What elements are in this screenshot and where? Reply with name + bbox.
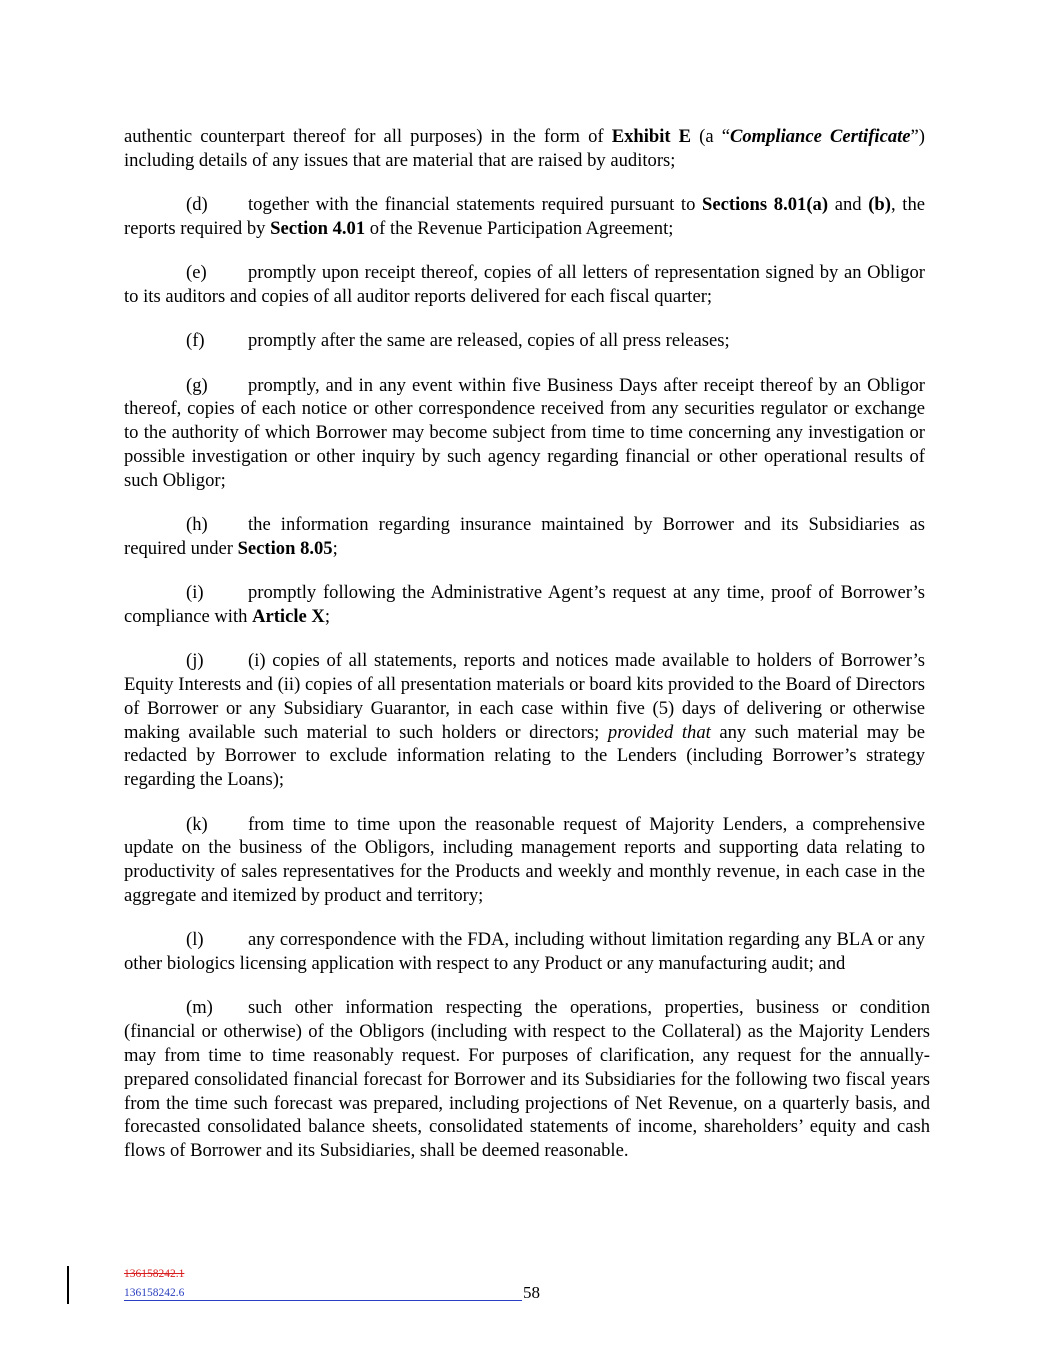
intro-text: ”) including details of any issues that are material that are raised by auditors; bbox=[124, 126, 925, 171]
clause-label: (g) bbox=[186, 374, 208, 396]
page-number: 58 bbox=[523, 1283, 540, 1302]
clause-text: promptly following the Administrative Agent’s request at any time, proof of Borrower’s compliance with bbox=[124, 582, 925, 627]
section-reference: Section 4.01 bbox=[270, 217, 366, 239]
section-reference: Sections 8.01(a) bbox=[702, 194, 829, 216]
clause-k bbox=[124, 813, 925, 908]
clause-label: (e) bbox=[186, 262, 207, 284]
intro-paragraph bbox=[124, 125, 925, 173]
clause-text: from time to time upon the reasonable request of Majority Lenders, a comprehensive update on the business of the Obligors, including management reports and supporting data relating to productivity of sales representatives for the Products and weekly and monthly revenue, in each case in the aggregate and itemized by product and territory; bbox=[124, 813, 925, 906]
clause-label: (f) bbox=[186, 330, 205, 352]
clause-e bbox=[124, 261, 925, 309]
clause-label: (d) bbox=[186, 194, 208, 216]
clause-text: (i) copies of all statements, reports and notices made available to holders of Borrower’s Equity Interests and (ii) copies of all presentation materials or board kits provided to the Board of Directors of Borrower or any Subsidiary Guarantor, in each case within five (5) days of delivering or otherwise making available such material to such holders or directors; bbox=[124, 650, 925, 743]
clause-text: promptly after the same are released, copies of all press releases; bbox=[248, 330, 730, 352]
deleted-document-id: 136158242.1 bbox=[124, 1268, 185, 1280]
clause-label: (h) bbox=[186, 514, 208, 536]
change-bar bbox=[67, 1266, 69, 1304]
article-reference: Article X bbox=[252, 605, 325, 627]
clause-d bbox=[124, 193, 925, 241]
clause-f bbox=[124, 329, 925, 353]
clause-text: the information regarding insurance maintained by Borrower and its Subsidiaries as required under bbox=[124, 514, 925, 559]
clause-h bbox=[124, 513, 925, 561]
document-body bbox=[124, 125, 930, 1183]
clause-g bbox=[124, 374, 925, 493]
clause-text: of the Revenue Participation Agreement; bbox=[365, 217, 674, 239]
clause-label: (l) bbox=[186, 929, 204, 951]
clause-text: ; bbox=[332, 537, 338, 559]
clause-j bbox=[124, 649, 925, 792]
clause-text: such other information respecting the operations, properties, business or condition (financial or otherwise) of the Obligors (including with respect to the Collateral) as the Majority Lenders may from time to time reasonably request. For purposes of clarification, any request for the annually-prepared consolidated financial forecast for Borrower and its Subsidiaries for the following two fiscal years from the time such forecast was prepared, including projections of Net Revenue, on a quarterly basis, and forecasted consolidated balance sheets, consolidated statements of income, shareholders’ equity and cash flows of Borrower and its Subsidiaries, shall be deemed reasonable. bbox=[124, 997, 930, 1162]
exhibit-reference: Exhibit E bbox=[611, 126, 692, 147]
clause-text: , the reports required by bbox=[124, 194, 926, 239]
clause-text: promptly upon receipt thereof, copies of all letters of representation signed by an Obligor to its auditors and copies of all auditor reports delivered for each fiscal quarter; bbox=[124, 262, 925, 307]
clause-label: (k) bbox=[186, 813, 208, 835]
clause-label: (m) bbox=[186, 997, 213, 1019]
clause-text: any such material may be redacted by Borrower to exclude information relating to the Lenders (including Borrower’s strategy regarding the Loans); bbox=[124, 721, 925, 791]
intro-text: authentic counterpart thereof for all purposes) in the form of bbox=[124, 126, 612, 147]
clause-l bbox=[124, 928, 925, 976]
section-reference: Section 8.05 bbox=[237, 537, 333, 559]
intro-text: (a “ bbox=[691, 126, 730, 147]
inserted-document-id: 136158242.6 bbox=[124, 1287, 522, 1301]
clause-m bbox=[124, 996, 930, 1163]
clause-i bbox=[124, 581, 925, 629]
clause-text: together with the financial statements required pursuant to bbox=[248, 194, 703, 216]
clause-text: and bbox=[828, 194, 869, 216]
proviso-term: provided that bbox=[607, 721, 711, 743]
defined-term: Compliance Certificate bbox=[729, 126, 911, 147]
clause-label: (j) bbox=[186, 650, 204, 672]
section-reference: (b) bbox=[868, 194, 891, 216]
clause-text: any correspondence with the FDA, including without limitation regarding any BLA or any other biologics licensing application with respect to any Product or any manufacturing audit; and bbox=[124, 929, 925, 975]
clause-label: (i) bbox=[186, 582, 204, 604]
clause-text: ; bbox=[324, 605, 331, 627]
clause-text: promptly, and in any event within five Business Days after receipt thereof by an Obligor thereof, copies of each notice or other correspondence received from any securities regulator or exchange to the authority of which Borrower may become subject from time to time concerning any investigation or possible investigation or other inquiry by such agency regarding financial or other operational results of such Obligor; bbox=[124, 374, 925, 491]
